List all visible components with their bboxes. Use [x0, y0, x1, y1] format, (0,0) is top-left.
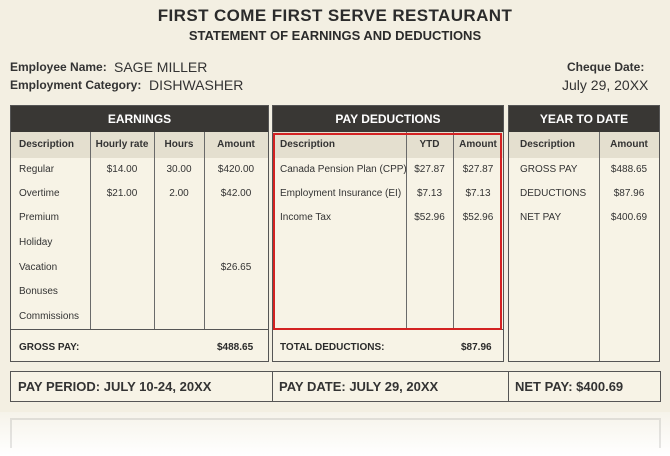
deduction-row-ei-description: Employment Insurance (EI): [280, 188, 402, 199]
pay-date: PAY DATE: JULY 29, 20XX: [279, 379, 439, 394]
employment-category-value: DISHWASHER: [149, 77, 244, 93]
deductions-highlight-box: [273, 133, 502, 330]
restaurant-title: FIRST COME FIRST SERVE RESTAURANT: [157, 6, 513, 25]
earnings-header: EARNINGS: [11, 106, 268, 132]
deduction-row-cpp-ytd: $27.87: [414, 164, 445, 175]
column-divider: [204, 132, 205, 329]
deduction-row-tax-amount: $52.96: [462, 212, 494, 223]
deduction-row-tax-description: Income Tax: [280, 212, 331, 223]
deductions-header: PAY DEDUCTIONS: [273, 106, 503, 132]
earnings-row-bonuses-description: Bonuses: [19, 286, 58, 297]
deductions-col-amount: Amount: [453, 132, 503, 158]
gross-pay-value: $488.65: [217, 342, 254, 353]
earnings-col-rate: Hourly rate: [90, 132, 154, 158]
gross-pay-row: [11, 329, 268, 363]
earnings-row-premium-description: Premium: [19, 212, 60, 223]
total-deductions-row: [273, 329, 503, 363]
earnings-row-overtime-hours: 2.00: [169, 188, 189, 199]
ytd-row-net-description: NET PAY: [520, 212, 562, 223]
earnings-row-overtime-amount: $42.00: [220, 188, 252, 199]
earnings-row-vacation-description: Vacation: [19, 262, 58, 273]
total-deductions-label: TOTAL DEDUCTIONS:: [280, 342, 385, 353]
earnings-row-vacation-amount: $26.65: [220, 262, 252, 273]
ytd-col-amount: Amount: [599, 132, 659, 158]
earnings-row-overtime-rate: $21.00: [106, 188, 138, 199]
earnings-row-regular-rate: $14.00: [106, 164, 138, 175]
total-deductions-value: $87.96: [461, 342, 492, 353]
ytd-row-gross-description: GROSS PAY: [520, 164, 578, 175]
column-divider: [154, 132, 155, 329]
ytd-row-deductions-description: DEDUCTIONS: [520, 188, 587, 199]
cheque-date-label: Cheque Date:: [567, 60, 645, 74]
earnings-row-regular-description: Regular: [19, 164, 55, 175]
employee-name-label: Employee Name:: [10, 60, 107, 74]
earnings-row-commissions-description: Commissions: [19, 311, 80, 322]
earnings-row-regular-hours: 30.00: [166, 164, 192, 175]
employee-name-value: SAGE MILLER: [114, 59, 208, 75]
cheque-date-value: July 29, 20XX: [562, 77, 649, 93]
deduction-row-cpp-description: Canada Pension Plan (CPP): [280, 164, 407, 175]
earnings-col-description: Description: [11, 132, 90, 158]
paper-reflection: [0, 412, 670, 456]
earnings-panel: [10, 105, 269, 362]
deduction-row-cpp-amount: $27.87: [462, 164, 494, 175]
deduction-row-tax-ytd: $52.96: [414, 212, 445, 223]
ytd-panel: [508, 105, 660, 362]
ytd-row-net-amount: $400.69: [610, 212, 648, 223]
earnings-row-holiday-description: Holiday: [19, 237, 53, 248]
employment-category-label: Employment Category:: [10, 78, 142, 92]
deductions-col-description: Description: [273, 132, 406, 158]
earnings-row-overtime-description: Overtime: [19, 188, 60, 199]
net-pay: NET PAY: $400.69: [515, 379, 624, 394]
deduction-row-ei-ytd: $7.13: [416, 188, 443, 199]
gross-pay-label: GROSS PAY:: [19, 342, 80, 353]
earnings-col-hours: Hours: [154, 132, 204, 158]
pay-summary-bar: [10, 371, 661, 402]
statement-subtitle: STATEMENT OF EARNINGS AND DEDUCTIONS: [188, 28, 482, 43]
earnings-row-regular-amount: $420.00: [217, 164, 255, 175]
reflection-shadow: [10, 418, 661, 448]
deduction-row-ei-amount: $7.13: [465, 188, 491, 199]
ytd-col-description: Description: [509, 132, 599, 158]
ytd-row-gross-amount: $488.65: [610, 164, 648, 175]
ytd-header: YEAR TO DATE: [509, 106, 659, 132]
pay-period: PAY PERIOD: JULY 10-24, 20XX: [18, 379, 212, 394]
earnings-col-amount: Amount: [204, 132, 268, 158]
deductions-col-ytd: YTD: [406, 132, 453, 158]
ytd-row-deductions-amount: $87.96: [613, 188, 645, 199]
column-divider: [90, 132, 91, 329]
